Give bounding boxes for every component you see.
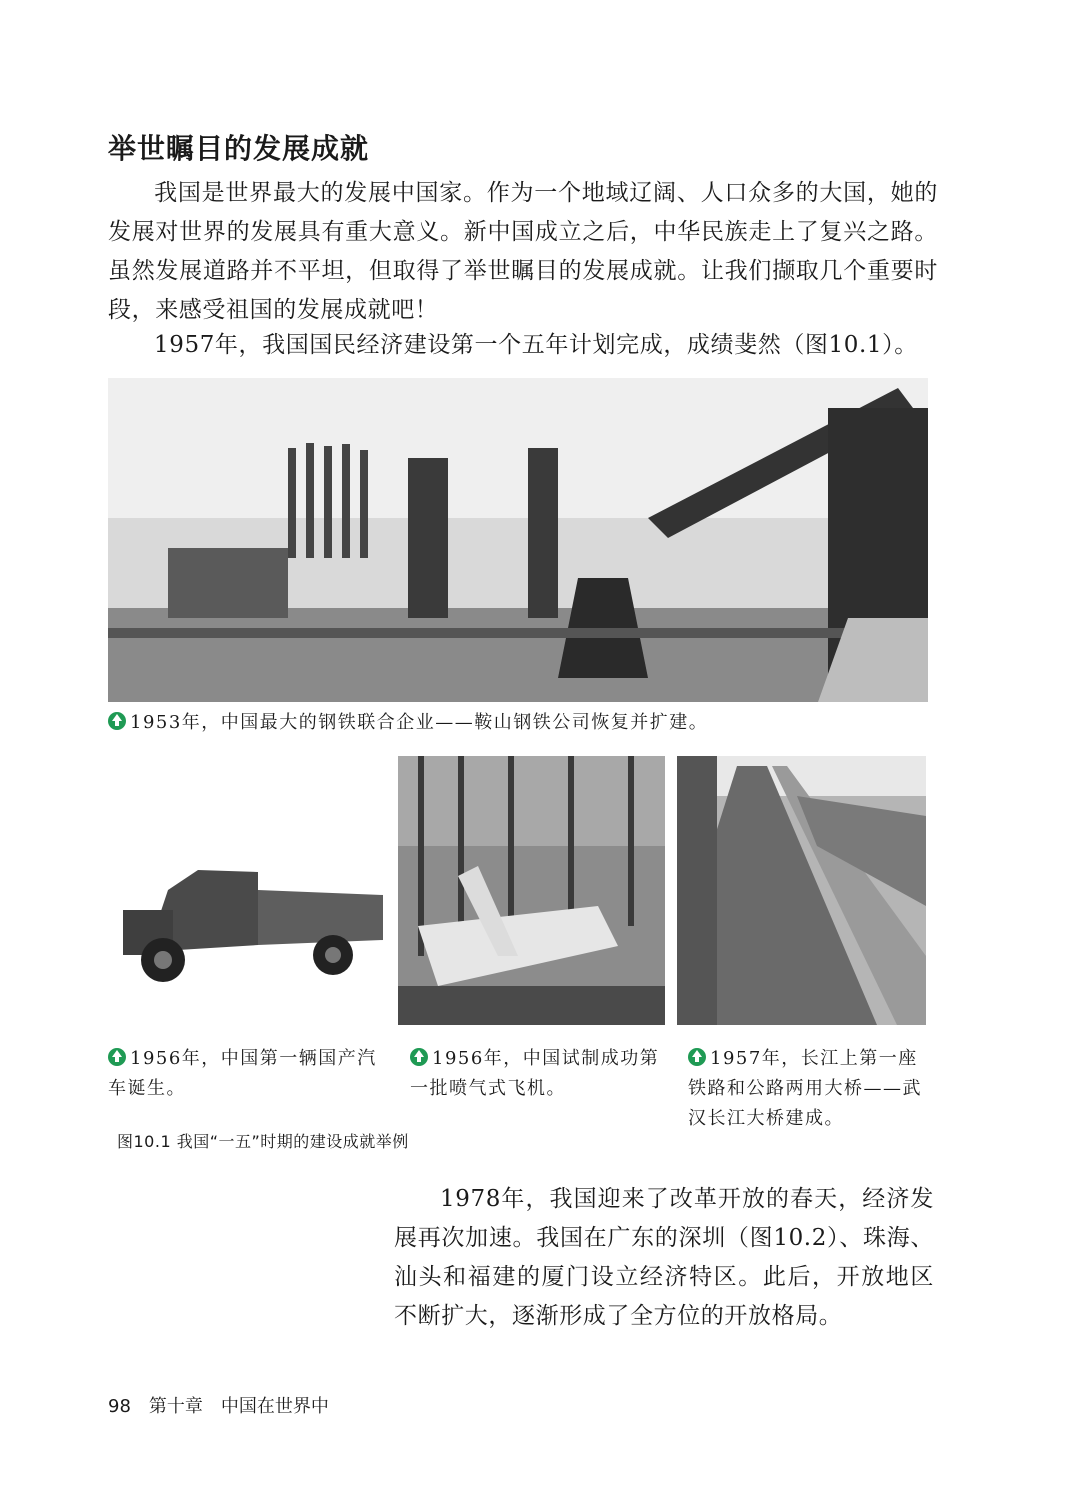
truck-photo bbox=[108, 850, 383, 1000]
main-photo-caption bbox=[108, 708, 708, 738]
reform-text: 1978年，我国迎来了改革开放的春天，经济发展再次加速。我国在广东的深圳（图10.2）、珠海、汕头和福建的厦门设立经济特区。此后，开放地区不断扩大，逐渐形成了全方位的开放格局。 bbox=[394, 1186, 934, 1329]
bridge-photo-caption bbox=[688, 1044, 933, 1134]
bridge-photo bbox=[677, 756, 926, 1025]
truck-photo-caption-text: 1956年，中国第一辆国产汽车诞生。 bbox=[108, 1048, 377, 1099]
five-year-plan-text: 1957年，我国国民经济建设第一个五年计划完成，成绩斐然（图10.1）。 bbox=[154, 332, 918, 358]
up-arrow-circle-icon bbox=[688, 1048, 706, 1066]
page-number: 98 bbox=[108, 1396, 131, 1417]
up-arrow-circle-icon bbox=[108, 1048, 126, 1066]
section-heading: 举世瞩目的发展成就 bbox=[108, 132, 370, 165]
jet-photo-caption bbox=[410, 1044, 670, 1104]
jet-factory-photo bbox=[398, 756, 665, 1025]
page-footer bbox=[108, 1392, 329, 1418]
main-photo-caption-text: 1953年，中国最大的钢铁联合企业——鞍山钢铁公司恢复并扩建。 bbox=[130, 712, 709, 733]
reform-paragraph bbox=[394, 1180, 934, 1336]
jet-photo-caption-text: 1956年，中国试制成功第一批喷气式飞机。 bbox=[410, 1048, 660, 1099]
intro-text: 我国是世界最大的发展中国家。作为一个地域辽阔、人口众多的大国，她的发展对世界的发展具有重大意义。新中国成立之后，中华民族走上了复兴之路。虽然发展道路并不平坦，但取得了举世瞩目的发展成就。让我们撷取几个重要时段，来感受祖国的发展成就吧！ bbox=[108, 180, 938, 323]
up-arrow-circle-icon bbox=[410, 1048, 428, 1066]
intro-paragraph bbox=[108, 174, 938, 330]
up-arrow-circle-icon bbox=[108, 712, 126, 730]
figure-label: 图10.1 我国“一五”时期的建设成就举例 bbox=[117, 1132, 409, 1151]
five-year-plan-paragraph bbox=[108, 326, 938, 365]
truck-photo-caption bbox=[108, 1044, 383, 1104]
bridge-photo-caption-text: 1957年，长江上第一座铁路和公路两用大桥——武汉长江大桥建成。 bbox=[688, 1048, 922, 1129]
chapter-title: 第十章 中国在世界中 bbox=[148, 1396, 329, 1417]
anshan-steel-photo bbox=[108, 378, 928, 702]
